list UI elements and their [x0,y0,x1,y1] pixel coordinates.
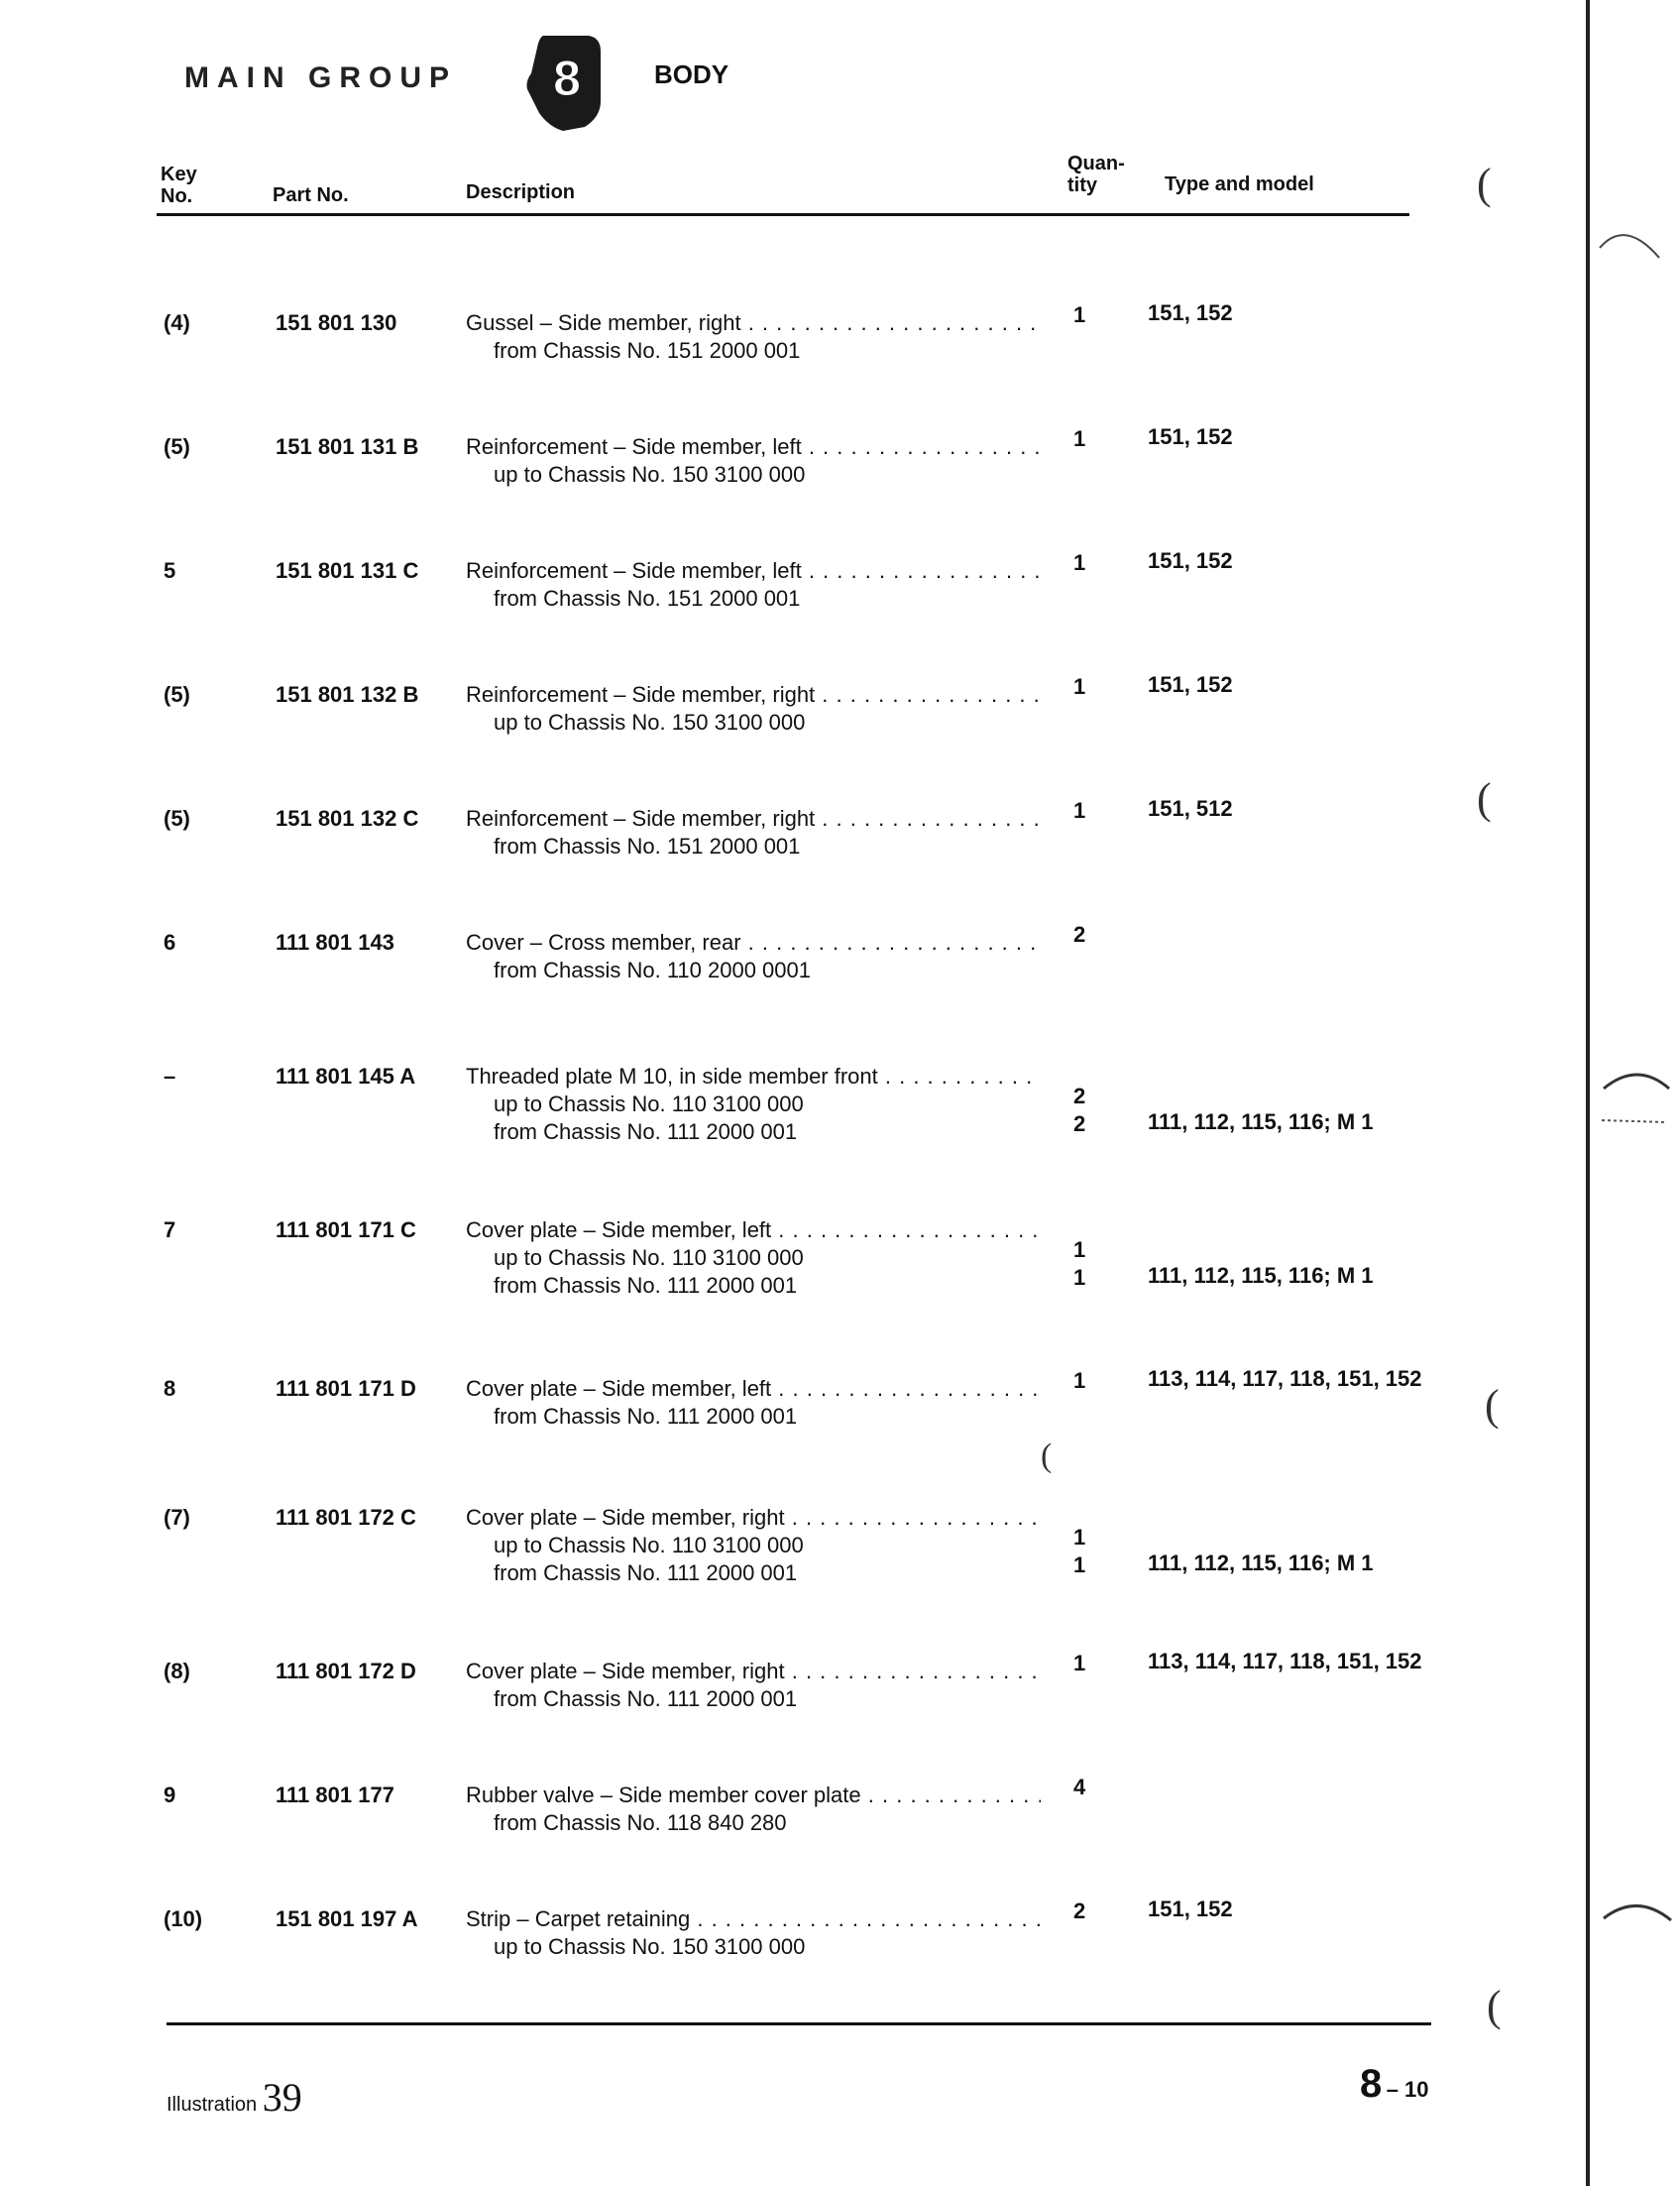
quantity-value: 4 [1073,1775,1086,1799]
quantity [1073,301,1123,329]
type-value: 151, 512 [1148,796,1233,821]
page-number [1360,2062,1429,2107]
table-row [0,1205,1680,1304]
margin-bracket-mark: ( [1477,774,1492,823]
chassis-range: from Chassis No. 118 840 280 [494,1810,787,1835]
description [466,1063,1041,1146]
quantity-value [1073,1208,1123,1236]
key-number: 5 [164,558,176,583]
key-number: (8) [164,1659,190,1683]
type-value [1148,1234,1475,1262]
table-row [0,1646,1680,1745]
chassis-range: from Chassis No. 151 2000 001 [494,834,801,859]
type-and-model [1148,299,1475,327]
column-header-type-model: Type and model [1165,173,1314,195]
quantity-value: 1 [1073,1265,1086,1290]
table-row [0,297,1680,397]
type-value: 151, 152 [1148,1897,1233,1921]
quantity-value: 1 [1073,302,1086,327]
type-value [1148,1522,1475,1550]
illustration-number: 39 [262,2075,302,2120]
quantity-value [1073,1496,1123,1524]
type-value [1148,1081,1475,1108]
chassis-range: from Chassis No. 111 2000 001 [494,1404,798,1429]
type-and-model [1148,1648,1475,1675]
type-and-model [1148,547,1475,575]
quantity [1073,673,1123,701]
table-row [0,545,1680,644]
chassis-range: from Chassis No. 111 2000 001 [494,1686,798,1711]
description [466,805,1041,861]
type-value [1148,1207,1475,1234]
key-number: 7 [164,1217,176,1242]
footer-rule [167,2022,1431,2025]
part-number: 151 801 132 C [276,806,419,831]
description [466,681,1041,737]
type-and-model [1148,1207,1475,1290]
type-and-model [1148,1365,1475,1393]
type-and-model [1148,1896,1475,1923]
quantity-value [1073,1055,1123,1083]
table-row [0,917,1680,1016]
type-and-model [1148,1494,1475,1577]
quantity-value: 1 [1073,1651,1086,1675]
description [466,557,1041,613]
type-value: 151, 152 [1148,300,1233,325]
key-number: (7) [164,1505,190,1530]
description-main: Cover – Cross member, rear . . . [466,929,1041,957]
type-value [1148,1053,1475,1081]
description-main: Rubber valve – Side member cover plate . . . [466,1782,1041,1809]
illustration-label: Illustration [167,2094,258,2116]
quantity [1073,425,1123,453]
description [466,1658,1041,1713]
description-main: Reinforcement – Side member, left . . . [466,433,1041,461]
type-value: 111, 112, 115, 116; M 1 [1148,1551,1374,1575]
margin-bracket-mark: ( [1477,160,1492,208]
description-main: Cover plate – Side member, right . . . [466,1504,1041,1532]
type-and-model [1148,671,1475,699]
quantity-value: 1 [1073,426,1086,451]
description [466,929,1041,984]
quantity-value: 1 [1073,1525,1086,1550]
quantity-value: 2 [1073,922,1086,947]
description [466,1782,1041,1837]
description [466,1216,1041,1300]
key-number: (5) [164,434,190,459]
chassis-range: from Chassis No. 111 2000 001 [494,1273,798,1298]
type-value: 151, 152 [1148,548,1233,573]
part-number: 151 801 131 C [276,558,419,583]
quantity [1073,1496,1123,1579]
part-number: 111 801 171 D [276,1376,416,1401]
quantity [1073,1055,1123,1138]
table-row [0,1363,1680,1462]
quantity [1073,1650,1123,1677]
quantity-value: 2 [1073,1111,1086,1136]
type-and-model [1148,1053,1475,1136]
quantity-value: 2 [1073,1898,1086,1923]
quantity [1073,797,1123,825]
description [466,309,1041,365]
page-number-sub: – 10 [1386,2077,1429,2102]
chassis-range: up to Chassis No. 110 3100 000 [494,1533,804,1557]
type-value: 113, 114, 117, 118, 151, 152 [1148,1649,1422,1673]
column-header-key-no: Key No. [161,164,197,207]
description [466,1504,1041,1587]
description-main: Cover plate – Side member, right . . . [466,1658,1041,1685]
description [466,1905,1041,1961]
description-main: Cover plate – Side member, left . . . [466,1216,1041,1244]
margin-bracket-mark: ( [1041,1438,1053,1474]
quantity-value: 1 [1073,550,1086,575]
quantity [1073,1208,1123,1292]
table-row [0,1492,1680,1591]
part-number: 111 801 177 [276,1783,394,1807]
chassis-range: up to Chassis No. 150 3100 000 [494,710,806,735]
part-number: 151 801 197 A [276,1906,418,1931]
quantity [1073,549,1123,577]
part-number: 111 801 172 D [276,1659,416,1683]
quantity [1073,1898,1123,1925]
table-row [0,793,1680,892]
column-header-part-no: Part No. [273,184,349,206]
type-and-model [1148,423,1475,451]
key-number: 9 [164,1783,176,1807]
table-row [0,421,1680,520]
description-main: Cover plate – Side member, left . . . [466,1375,1041,1403]
column-header-description: Description [466,181,576,203]
description-main: Reinforcement – Side member, right . . . [466,805,1041,833]
part-number: 111 801 172 C [276,1505,416,1530]
chassis-range: up to Chassis No. 110 3100 000 [494,1245,804,1270]
illustration-reference [167,2074,302,2121]
type-value: 151, 152 [1148,672,1233,697]
key-number: (5) [164,682,190,707]
quantity [1073,921,1123,949]
chassis-range: up to Chassis No. 110 3100 000 [494,1092,804,1116]
chassis-range: from Chassis No. 111 2000 001 [494,1119,798,1144]
chassis-range: from Chassis No. 110 2000 0001 [494,958,811,982]
key-number: – [164,1064,176,1089]
chassis-range: from Chassis No. 111 2000 001 [494,1560,798,1585]
part-number: 111 801 143 [276,930,394,955]
type-value [1148,1772,1475,1799]
type-and-model [1148,795,1475,823]
type-value [1148,919,1475,947]
key-number: 8 [164,1376,176,1401]
description [466,433,1041,489]
quantity [1073,1774,1123,1801]
table-row [0,669,1680,768]
column-header-quantity: Quan- tity [1067,153,1125,196]
key-number: (4) [164,310,190,335]
margin-bracket-mark: ( [1485,1381,1500,1430]
description-main: Strip – Carpet retaining . . . [466,1905,1041,1933]
part-number: 151 801 131 B [276,434,419,459]
description-main: Threaded plate M 10, in side member front . . . [466,1063,1041,1091]
quantity-value: 2 [1073,1084,1086,1108]
part-number: 151 801 132 B [276,682,419,707]
key-number: 6 [164,930,176,955]
description-main: Gussel – Side member, right . . . [466,309,1041,337]
binding-arc-mark [1596,218,1665,268]
quantity-value: 1 [1073,798,1086,823]
description [466,1375,1041,1431]
table-row [0,1051,1680,1150]
binding-edge [1586,0,1590,2186]
section-title: BODY [654,59,729,89]
main-group-label: MAIN GROUP [184,61,457,94]
margin-bracket-mark: ( [1487,1982,1502,2030]
part-number: 111 801 171 C [276,1217,416,1242]
part-number: 151 801 130 [276,310,397,335]
key-number: (5) [164,806,190,831]
chassis-range: from Chassis No. 151 2000 001 [494,586,801,611]
table-row [0,1770,1680,1869]
quantity-value: 1 [1073,674,1086,699]
chassis-range: up to Chassis No. 150 3100 000 [494,462,806,487]
quantity [1073,1367,1123,1395]
key-number: (10) [164,1906,203,1931]
page-number-main: 8 [1360,2062,1383,2106]
table-row [0,1894,1680,1993]
binding-arc-mark [1598,1889,1677,1938]
description-main: Reinforcement – Side member, left . . . [466,557,1041,585]
type-value: 111, 112, 115, 116; M 1 [1148,1263,1374,1288]
type-value: 111, 112, 115, 116; M 1 [1148,1109,1374,1134]
quantity-value: 1 [1073,1368,1086,1393]
chassis-range: from Chassis No. 151 2000 001 [494,338,801,363]
type-value [1148,1494,1475,1522]
description-main: Reinforcement – Side member, right . . . [466,681,1041,709]
binding-arc-mark [1598,1061,1677,1130]
quantity-value: 1 [1073,1237,1086,1262]
chassis-range: up to Chassis No. 150 3100 000 [494,1934,806,1959]
type-value: 151, 152 [1148,424,1233,449]
type-value: 113, 114, 117, 118, 151, 152 [1148,1366,1422,1391]
type-and-model [1148,919,1475,947]
quantity-value: 1 [1073,1553,1086,1577]
type-and-model [1148,1772,1475,1799]
badge-number: 8 [553,51,581,106]
part-number: 111 801 145 A [276,1064,416,1089]
